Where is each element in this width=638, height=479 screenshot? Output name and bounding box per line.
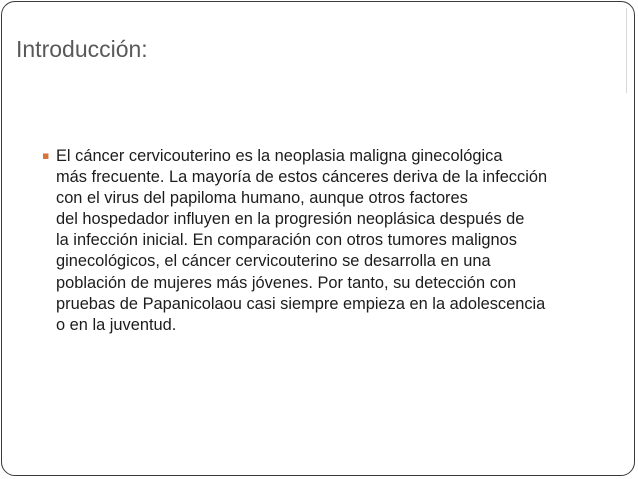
square-bullet-icon: ▪	[42, 149, 50, 162]
slide-title: Introducción:	[16, 36, 148, 62]
title-divider	[626, 8, 627, 93]
slide-frame	[1, 1, 635, 476]
bullet-text: El cáncer cervicouterino es la neoplasia maligna ginecológica más frecuente. La mayoría de estos cánceres deriva de la infección con el virus del papiloma humano, aunque otros factores del hospedador influyen en la progresión neoplásica después de la infección inicial. En comparación con otros tumores malignos ginecológicos, el cáncer cervicouterino se desarrolla en una población de mujeres más jóvenes. Por tanto, su detección con pruebas de Papanicolaou casi siempre empieza en la adolescencia o en la juventud.	[56, 147, 548, 334]
